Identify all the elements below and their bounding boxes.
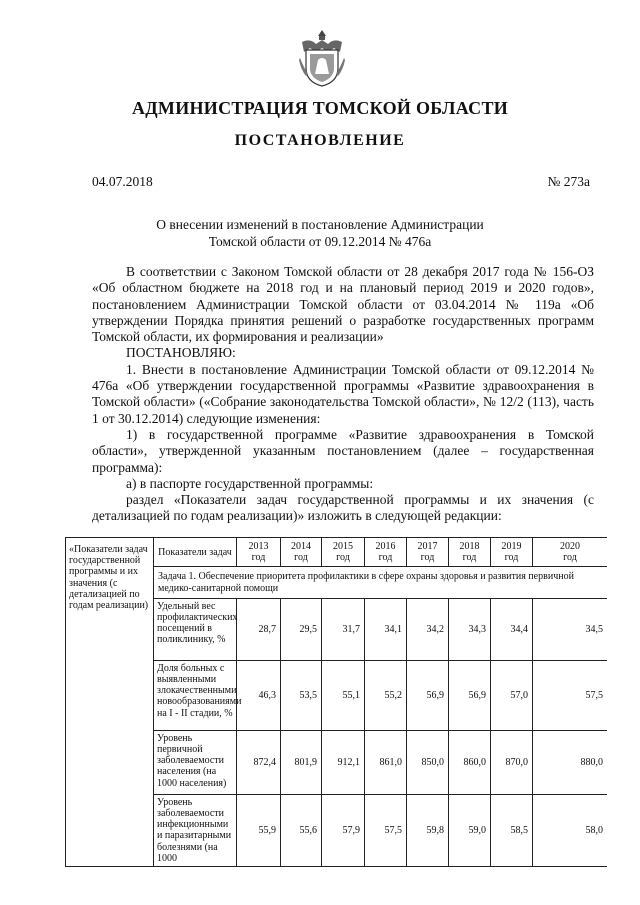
indicator-value: 28,7 — [237, 598, 281, 660]
indicator-value: 59,8 — [407, 794, 449, 866]
table-header-row — [66, 538, 608, 567]
indicator-value: 34,1 — [365, 598, 407, 660]
indicator-value: 34,5 — [533, 598, 608, 660]
indicator-value: 57,0 — [491, 660, 533, 730]
indicator-name: Уровень заболеваемости инфекционными и паразитарными болезнями (на 1000 — [154, 794, 237, 866]
indicator-value: 55,2 — [365, 660, 407, 730]
paragraph: 1. Внести в постановление Администрации Томской области от 09.12.2014 № 476а «Об утверждении государственной программы «Развитие здравоохранения в Томской области» («Собрание законодательства Томской области», № 12/2 (113), часть 1 от 30.12.2014) следующие изменения: — [92, 361, 594, 426]
indicator-value: 31,7 — [322, 598, 365, 660]
indicators-table-wrapper — [65, 537, 607, 875]
year-header: 2017 год — [407, 538, 449, 567]
indicator-value: 55,9 — [237, 794, 281, 866]
year-header: 2015 год — [322, 538, 365, 567]
document-type: ПОСТАНОВЛЕНИЕ — [234, 132, 406, 149]
document-date: 04.07.2018 — [92, 174, 153, 189]
task-description: Задача 1. Обеспечение приоритета профилактики в сфере охраны здоровья и развития первичной медико-санитарной помощи — [154, 567, 608, 598]
indicator-name: Уровень первичной заболеваемости населения (на 1000 населения) — [154, 730, 237, 794]
indicator-value: 56,9 — [449, 660, 491, 730]
indicator-value: 860,0 — [449, 730, 491, 794]
indicator-value: 34,4 — [491, 598, 533, 660]
paragraph-resolve: ПОСТАНОВЛЯЮ: — [126, 345, 236, 361]
column-header: Показатели задач — [154, 538, 237, 567]
indicator-value: 59,0 — [449, 794, 491, 866]
year-header: 2013 год — [237, 538, 281, 567]
indicator-value: 870,0 — [491, 730, 533, 794]
subject-line: О внесении изменений в постановление Администрации — [156, 217, 484, 232]
document-subject — [0, 216, 640, 250]
indicator-name: Удельный вес профилактических посещений в поликлинику, % — [154, 598, 237, 660]
indicators-table — [65, 537, 607, 867]
coat-of-arms-icon — [298, 28, 346, 88]
indicator-value: 58,5 — [491, 794, 533, 866]
indicator-value: 46,3 — [237, 660, 281, 730]
indicator-value: 912,1 — [322, 730, 365, 794]
indicator-value: 55,6 — [281, 794, 322, 866]
indicator-value: 861,0 — [365, 730, 407, 794]
indicator-value: 57,9 — [322, 794, 365, 866]
paragraph: В соответствии с Законом Томской области от 28 декабря 2017 года № 156-ОЗ «Об областном бюджете на 2018 год и на плановый период 2019 и 2020 годов», постановлением Администрации Томской области от 03.04.2014 № 119а «Об утверждении Порядка принятия решений о разработке государственных программ Томской области, их формирования и реализации» — [92, 264, 594, 345]
table-row-label: «Показатели задач государственной программы и их значения (с детализацией по годам реализации) — [66, 538, 154, 867]
indicator-value: 58,0 — [533, 794, 608, 866]
indicator-value: 57,5 — [533, 660, 608, 730]
year-header: 2019 год — [491, 538, 533, 567]
indicator-value: 850,0 — [407, 730, 449, 794]
indicator-value: 872,4 — [237, 730, 281, 794]
paragraph: а) в паспорте государственной программы: — [126, 475, 374, 491]
year-header: 2018 год — [449, 538, 491, 567]
year-header: 2014 год — [281, 538, 322, 567]
indicator-value: 29,5 — [281, 598, 322, 660]
subject-line: Томской области от 09.12.2014 № 476а — [208, 234, 432, 249]
paragraph: раздел «Показатели задач государственной программы и их значения (с детализацией по годам реализации)» изложить в следующей редакции: — [92, 492, 594, 524]
organization-title: АДМИНИСТРАЦИЯ ТОМСКОЙ ОБЛАСТИ — [131, 98, 509, 118]
indicator-value: 53,5 — [281, 660, 322, 730]
indicator-name: Доля больных с выявленными злокачественными новообразованиями на I - II стадии, % — [154, 660, 237, 730]
year-header: 2020 год — [533, 538, 608, 567]
indicator-value: 34,3 — [449, 598, 491, 660]
year-header: 2016 год — [365, 538, 407, 567]
document-body — [92, 264, 594, 525]
indicator-value: 57,5 — [365, 794, 407, 866]
indicator-value: 880,0 — [533, 730, 608, 794]
paragraph: 1) в государственной программе «Развитие здравоохранения в Томской области», утвержденной указанным постановлением (далее – государственная программа): — [92, 426, 594, 475]
indicator-value: 34,2 — [407, 598, 449, 660]
indicator-value: 56,9 — [407, 660, 449, 730]
indicator-value: 801,9 — [281, 730, 322, 794]
document-number: № 273а — [547, 174, 590, 189]
indicator-value: 55,1 — [322, 660, 365, 730]
